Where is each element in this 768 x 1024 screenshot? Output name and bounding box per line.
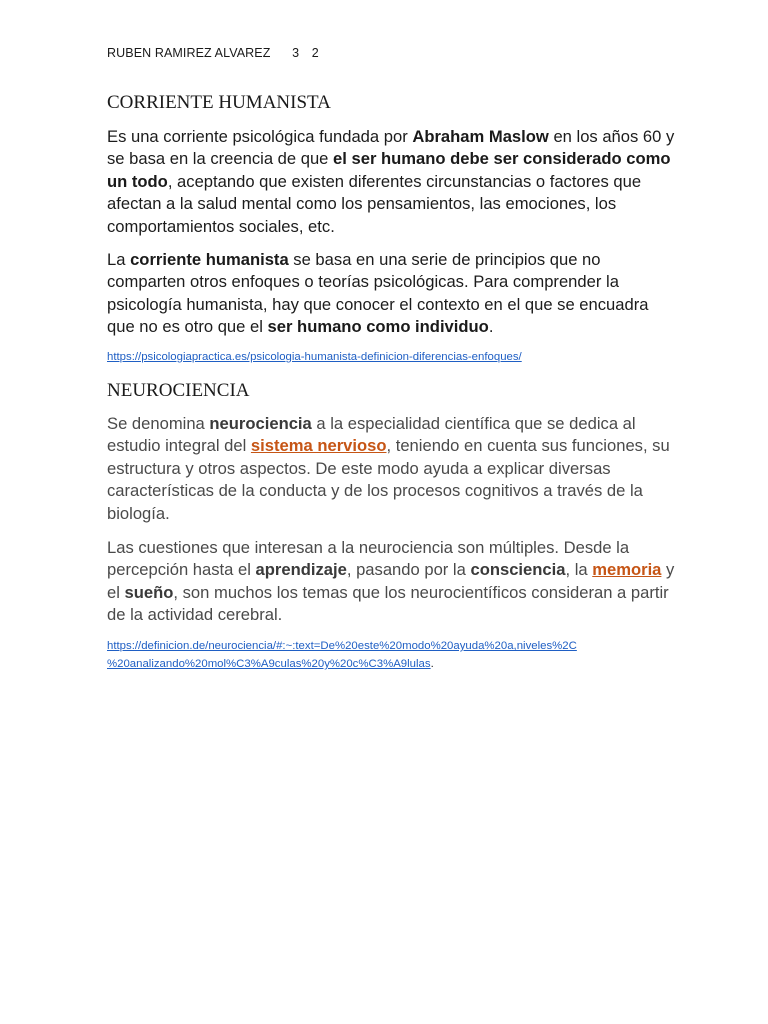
source-link-neurociencia-line2[interactable]: %20analizando%20mol%C3%A9culas%20y%20c%C3%A9lulas (107, 658, 431, 670)
source-link-neurociencia-line1[interactable]: https://definicion.de/neurociencia/#:~:text=De%20este%20modo%20ayuda%20a,niveles%2C (107, 640, 577, 652)
bold-text: ser humano como individuo (267, 317, 489, 337)
author-name: RUBEN RAMIREZ ALVAREZ (107, 46, 271, 60)
text-run: , aceptando que existen diferentes circunstancias o factores que afectan a la salud mental como los pensamientos, las emociones, los comportamientos sociales, etc. (107, 171, 642, 236)
text-run: en los años 60 y se basa en la creencia de que (107, 127, 675, 169)
bold-text: sueño (124, 582, 174, 602)
bold-text: el ser humano debe ser considerado como un todo (107, 149, 671, 191)
section-title-neurociencia: NEUROCIENCIA (107, 380, 250, 401)
bold-text: neurociencia (209, 414, 312, 433)
bold-text: consciencia (470, 560, 566, 580)
source-link-neurociencia-line2-wrap (107, 656, 434, 673)
paragraph-humanista-1 (107, 126, 677, 238)
paragraph-neurociencia-1 (107, 413, 677, 525)
source-link-humanista[interactable]: https://psicologiapractica.es/psicologia-humanista-definicion-diferencias-enfoques/ (107, 351, 522, 363)
text-run: Se denomina (107, 414, 210, 433)
memoria-link[interactable]: memoria (592, 560, 662, 580)
paragraph-humanista-2 (107, 249, 677, 339)
text-run: La (107, 250, 131, 269)
text-run: . (488, 317, 494, 337)
text-run: , la (565, 560, 593, 580)
section-title-humanista: CORRIENTE HUMANISTA (107, 92, 331, 113)
text-run: se basa en una serie de principios que no comparten otros enfoques o teorías psicológicas. Para comprender la psicología humanista, hay que conocer el contexto en el que se encuadra que no es otro que el (107, 250, 649, 337)
text-run: , son muchos los temas que los neurocientíficos consideran a partir de la actividad cerebral. (107, 582, 669, 625)
header-number-1: 3 (292, 46, 300, 60)
paragraph-neurociencia-2 (107, 537, 677, 627)
page-header (107, 46, 319, 60)
bold-text: aprendizaje (255, 560, 347, 580)
text-run: Las cuestiones que interesan a la neurociencia son múltiples. Desde la percepción hasta el (107, 538, 630, 580)
bold-text: corriente humanista (130, 250, 289, 269)
text-run: , pasando por la (346, 560, 471, 580)
trailing-period: . (430, 658, 434, 670)
sistema-nervioso-link[interactable]: sistema nervioso (250, 436, 387, 456)
text-run: , teniendo en cuenta sus funciones, su estructura y otros aspectos. De este modo ayuda a explicar diversas características de la conducta y de los procesos cognitivos a través de la biología. (107, 436, 670, 523)
header-number-2: 2 (311, 46, 319, 60)
bold-text: Abraham Maslow (412, 127, 549, 146)
text-run: y el (107, 560, 675, 602)
text-run: a la especialidad científica que se dedica al estudio integral del (107, 414, 636, 456)
text-run: Es una corriente psicológica fundada por (107, 127, 413, 146)
